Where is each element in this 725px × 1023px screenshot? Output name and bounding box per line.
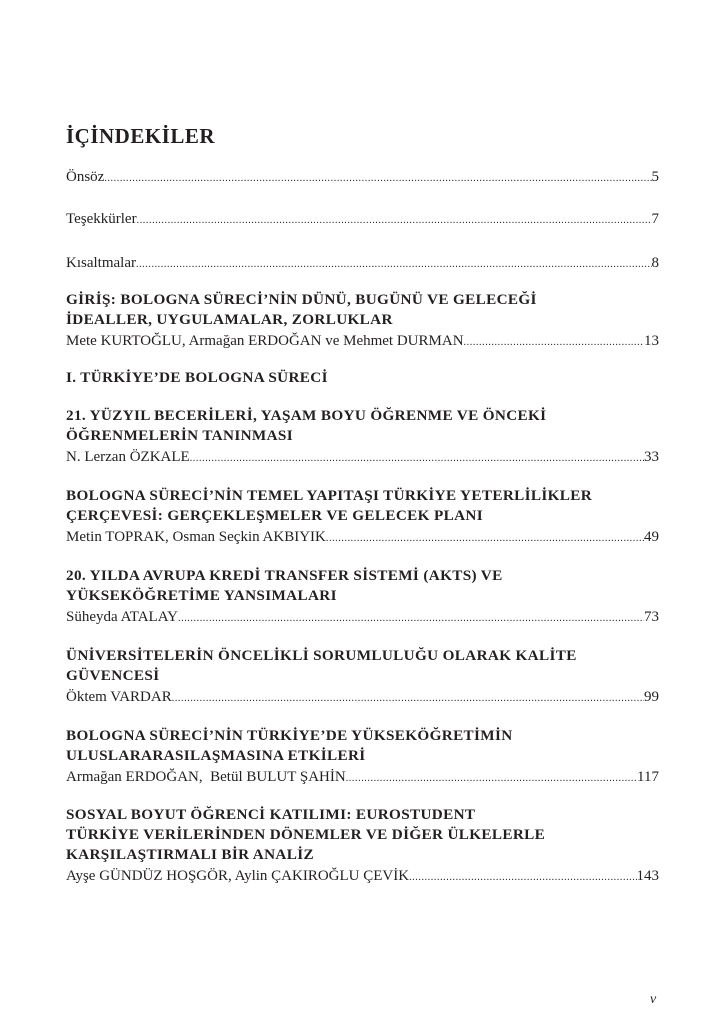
toc-entry-chapter-6: [66, 768, 659, 788]
chapter-heading: BOLOGNA SÜRECİ’NİN TÜRKİYE’DE YÜKSEKÖĞRETİMİN: [66, 727, 513, 744]
toc-entry-title: Önsöz: [66, 169, 105, 185]
toc-entry-kisaltmalar: [66, 254, 659, 274]
toc-entry-title: Teşekkürler: [66, 211, 137, 227]
chapter-authors: Metin TOPRAK, Osman Seçkin AKBIYIK: [66, 529, 326, 545]
dot-leader: [137, 212, 652, 230]
toc-entry-page: 73: [644, 609, 659, 625]
page-title: İÇİNDEKİLER: [66, 124, 216, 148]
toc-entry-onsoz: [66, 168, 659, 188]
chapter-authors: N. Lerzan ÖZKALE: [66, 449, 190, 465]
chapter-heading: ÖĞRENMELERİN TANINMASI: [66, 427, 293, 444]
toc-entry-page: 5: [651, 169, 659, 185]
dot-leader: [409, 869, 636, 887]
chapter-heading: İDEALLER, UYGULAMALAR, ZORLUKLAR: [66, 311, 393, 328]
toc-entry-chapter-1: [66, 332, 659, 352]
chapter-heading: TÜRKİYE VERİLERİNDEN DÖNEMLER VE DİĞER ÜLKELERLE: [66, 826, 546, 843]
chapter-heading: ULUSLARARASILAŞMASINA ETKİLERİ: [66, 747, 366, 764]
toc-entry-page: 99: [644, 689, 659, 705]
chapter-authors: Mete KURTOĞLU, Armağan ERDOĞAN ve Mehmet DURMAN: [66, 333, 464, 349]
toc-entry-tesekkurler: [66, 210, 659, 230]
chapter-heading: ÜNİVERSİTELERİN ÖNCELİKLİ SORUMLULUĞU OLARAK KALİTE: [66, 647, 577, 664]
toc-entry-page: 7: [651, 211, 659, 227]
toc-entry-page: 49: [644, 529, 659, 545]
dot-leader: [464, 334, 644, 352]
toc-entry-page: 117: [637, 769, 659, 785]
page-number: v: [650, 992, 657, 1007]
chapter-heading: KARŞILAŞTIRMALI BİR ANALİZ: [66, 846, 314, 863]
dot-leader: [326, 530, 644, 548]
chapter-heading: GİRİŞ: BOLOGNA SÜRECİ’NİN DÜNÜ, BUGÜNÜ VE GELECEĞİ: [66, 291, 537, 308]
chapter-heading: YÜKSEKÖĞRETİME YANSIMALARI: [66, 587, 337, 604]
toc-entry-chapter-4: [66, 608, 659, 628]
chapter-heading: GÜVENCESİ: [66, 667, 160, 684]
toc-entry-chapter-2: [66, 448, 659, 468]
chapter-heading: 21. YÜZYIL BECERİLERİ, YAŞAM BOYU ÖĞRENME VE ÖNCEKİ: [66, 407, 547, 424]
dot-leader: [346, 770, 637, 788]
dot-leader: [172, 690, 644, 708]
toc-entry-title: Kısaltmalar: [66, 255, 136, 271]
chapter-authors: Öktem VARDAR: [66, 689, 172, 705]
chapter-authors: Armağan ERDOĞAN, Betül BULUT ŞAHİN: [66, 769, 346, 785]
chapter-heading: BOLOGNA SÜRECİ’NİN TEMEL YAPITAŞI TÜRKİYE YETERLİLİKLER: [66, 487, 593, 504]
toc-entry-page: 8: [651, 255, 659, 271]
toc-entry-chapter-7: [66, 867, 659, 887]
dot-leader: [136, 256, 652, 274]
chapter-authors: Ayşe GÜNDÜZ HOŞGÖR, Aylin ÇAKIROĞLU ÇEVİK: [66, 868, 410, 884]
part-heading: I. TÜRKİYE’DE BOLOGNA SÜRECİ: [66, 369, 328, 386]
chapter-heading: SOSYAL BOYUT ÖĞRENCİ KATILIMI: EUROSTUDENT: [66, 806, 476, 823]
chapter-heading: ÇERÇEVESİ: GERÇEKLEŞMELER VE GELECEK PLANI: [66, 507, 483, 524]
dot-leader: [178, 610, 644, 628]
toc-entry-chapter-5: [66, 688, 659, 708]
toc-entry-page: 33: [644, 449, 659, 465]
dot-leader: [104, 170, 651, 188]
chapter-authors: Süheyda ATALAY: [66, 609, 178, 625]
toc-entry-chapter-3: [66, 528, 659, 548]
toc-entry-page: 13: [644, 333, 659, 349]
toc-entry-page: 143: [636, 868, 659, 884]
dot-leader: [190, 450, 644, 468]
chapter-heading: 20. YILDA AVRUPA KREDİ TRANSFER SİSTEMİ (AKTS) VE: [66, 567, 503, 584]
